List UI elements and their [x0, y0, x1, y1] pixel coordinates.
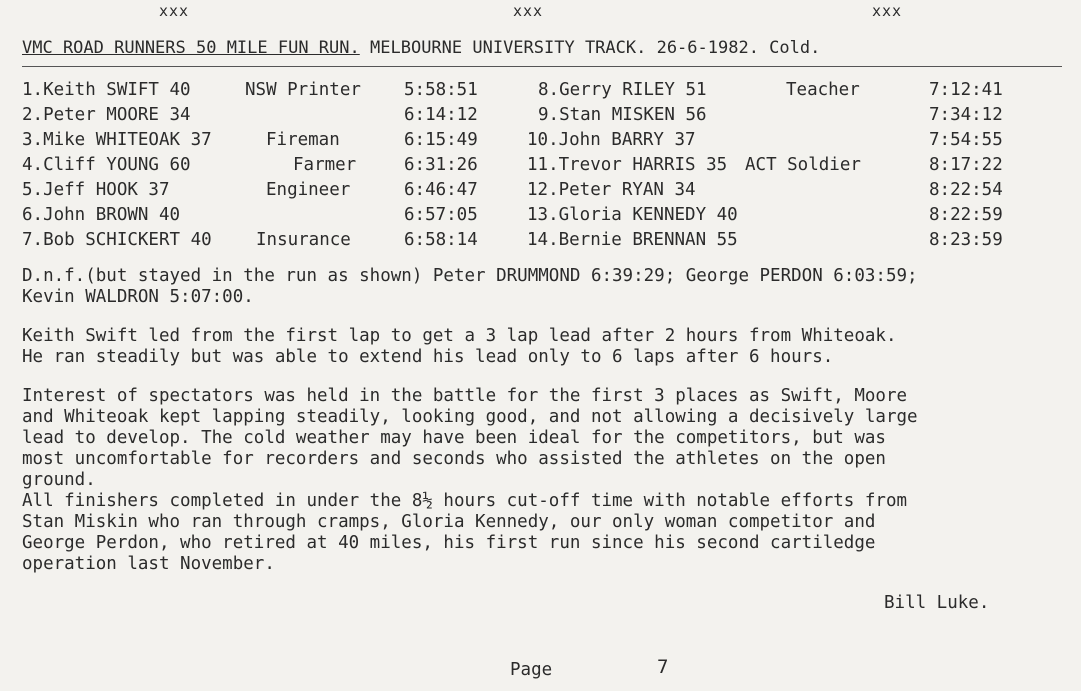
result-time: 5:58:51 [404, 80, 478, 100]
text-line: Kevin WALDRON 5:07:00. [22, 287, 254, 307]
result-entry: 9.Stan MISKEN 56 [538, 105, 707, 125]
result-time: 7:54:55 [929, 130, 1003, 150]
result-time: 7:12:41 [929, 80, 1003, 100]
result-occupation: NSW Printer [245, 80, 361, 100]
result-entry: 8.Gerry RILEY 51 [538, 80, 707, 100]
result-occupation: Fireman [266, 130, 340, 150]
result-occupation: Farmer [293, 155, 357, 175]
result-entry: 12.Peter RYAN 34 [527, 180, 696, 200]
text-line: Stan Miskin who ran through cramps, Gloria Kennedy, our only woman competitor and [22, 512, 876, 532]
text-line: Keith Swift led from the first lap to get a 3 lap lead after 2 hours from Whiteoak. [22, 326, 897, 346]
text-line: operation last November. [22, 554, 275, 574]
text-line: He ran steadily but was able to extend his lead only to 6 laps after 6 hours. [22, 347, 834, 367]
text-line: All finishers completed in under the 8½ hours cut-off time with notable efforts from [22, 491, 908, 511]
result-entry: 2.Peter MOORE 34 [22, 105, 191, 125]
result-time: 8:22:54 [929, 180, 1003, 200]
result-time: 6:46:47 [404, 180, 478, 200]
text-line: most uncomfortable for recorders and seconds who assisted the athletes on the open [22, 449, 886, 469]
report-paragraph [22, 386, 918, 575]
text-line: Interest of spectators was held in the battle for the first 3 places as Swift, Moore [22, 386, 908, 406]
text-line: and Whiteoak kept lapping steadily, looking good, and not allowing a decisively large [22, 407, 918, 427]
result-entry: 6.John BROWN 40 [22, 205, 181, 225]
result-entry: 5.Jeff HOOK 37 [22, 180, 170, 200]
result-entry: 3.Mike WHITEOAK 37 [22, 130, 212, 150]
text-line: lead to develop. The cold weather may have been ideal for the competitors, but was [22, 428, 886, 448]
header-mark-right: xxx [872, 2, 903, 20]
author-signature: Bill Luke. [884, 593, 990, 613]
result-entry: 14.Bernie BRENNAN 55 [527, 230, 738, 250]
page-title [22, 38, 820, 58]
text-line: George Perdon, who retired at 40 miles, his first run since his second cartiledge [22, 533, 876, 553]
result-occupation: Insurance [256, 230, 351, 250]
result-time: 8:17:22 [929, 155, 1003, 175]
summary-paragraph [22, 326, 896, 368]
title-divider [22, 66, 1062, 67]
result-entry: 10.John BARRY 37 [527, 130, 696, 150]
result-time: 6:14:12 [404, 105, 478, 125]
result-time: 6:31:26 [404, 155, 478, 175]
result-time: 6:15:49 [404, 130, 478, 150]
header-mark-left: xxx [159, 2, 190, 20]
event-title: VMC ROAD RUNNERS 50 MILE FUN RUN. [22, 38, 360, 58]
result-entry: 4.Cliff YOUNG 60 [22, 155, 191, 175]
page-label: Page [510, 660, 553, 680]
result-time: 8:23:59 [929, 230, 1003, 250]
result-occupation: ACT Soldier [745, 155, 861, 175]
text-line: ground. [22, 470, 96, 490]
result-entry: 1.Keith SWIFT 40 [22, 80, 191, 100]
page-number: 7 [657, 656, 669, 678]
result-entry: 7.Bob SCHICKERT 40 [22, 230, 212, 250]
result-occupation: Engineer [266, 180, 351, 200]
event-location: MELBOURNE UNIVERSITY TRACK. 26-6-1982. Cold. [370, 38, 821, 58]
text-line: D.n.f.(but stayed in the run as shown) Peter DRUMMOND 6:39:29; George PERDON 6:03:59; [22, 266, 918, 286]
header-mark-center: xxx [513, 2, 544, 20]
result-time: 8:22:59 [929, 205, 1003, 225]
result-entry: 11.Trevor HARRIS 35 [527, 155, 728, 175]
result-time: 6:57:05 [404, 205, 478, 225]
result-time: 6:58:14 [404, 230, 478, 250]
dnf-paragraph [22, 266, 918, 308]
result-occupation: Teacher [786, 80, 860, 100]
result-entry: 13.Gloria KENNEDY 40 [527, 205, 738, 225]
result-time: 7:34:12 [929, 105, 1003, 125]
